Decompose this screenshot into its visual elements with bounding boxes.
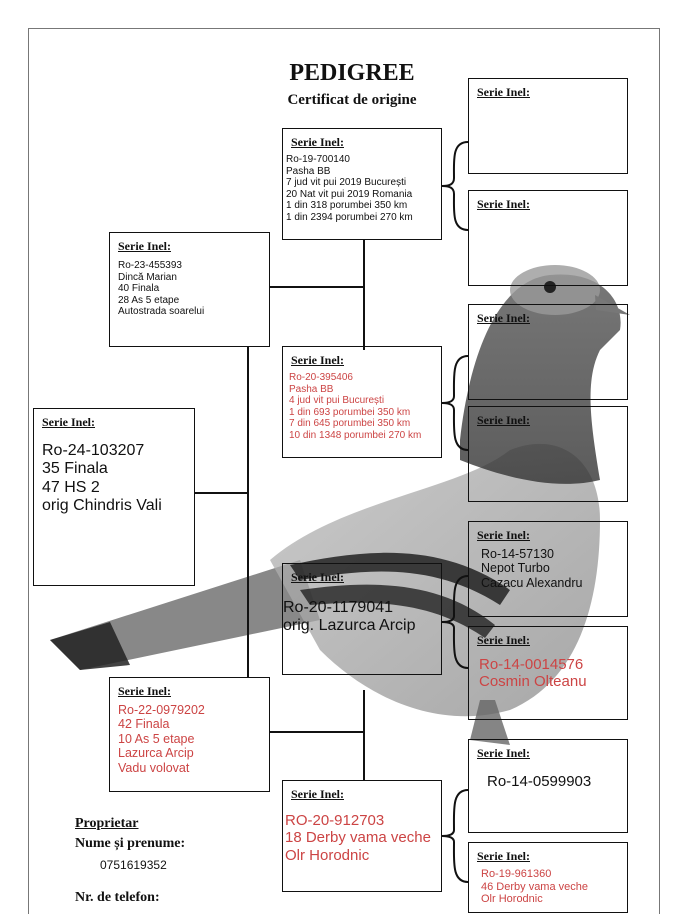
ring-series-label: Serie Inel: [42,415,95,429]
ring-number: Ro-24-103207 [42,442,145,459]
pedigree-box-gp3 [282,563,442,675]
ring-series-label: Serie Inel: [477,197,530,211]
connector-main [194,492,248,494]
owner-name-label: Nume și prenume: [75,836,186,851]
connector-sire [270,286,364,288]
info-line: orig Chindris Vali [42,497,162,515]
info-line: Cosmin Olteanu [479,673,587,691]
ring-series-label: Serie Inel: [291,353,344,367]
info-line: Autostrada soarelui [118,306,205,317]
pedigree-box-gp2 [282,346,442,458]
brace-4 [440,788,470,884]
page-title: PEDIGREE [289,60,415,86]
connector-main-sire-dam [247,346,249,678]
ring-number: Ro-14-57130 [481,547,554,561]
info-line: 20 Nat vit pui 2019 Romania [286,188,413,200]
pedigree-box-ggp5 [468,521,628,617]
ring-series-label: Serie Inel: [477,528,530,542]
pedigree-box-gp1 [282,128,442,240]
info-line: Dincă Marian [118,271,177,283]
ring-number: Ro-19-700140 [286,154,350,165]
ring-series-label: Serie Inel: [477,849,530,863]
ring-series-label: Serie Inel: [291,787,344,801]
info-line: 1 din 693 porumbei 350 km [289,406,411,418]
info-line: 10 As 5 etape [118,731,195,746]
ring-number: Ro-20-395406 [289,372,353,383]
brace-3 [440,574,470,670]
info-line: Lazurca Arcip [118,746,194,761]
page-subtitle: Certificat de origine [287,92,417,108]
ring-series-label: Serie Inel: [477,413,530,427]
owner-phone-value: 0751619352 [100,858,167,872]
pedigree-box-sire [109,232,270,347]
pedigree-box-dam [109,677,270,792]
info-line: 1 din 318 porumbei 350 km [286,200,408,211]
pedigree-box-main [33,408,195,586]
brace-2 [440,354,470,452]
pedigree-box-ggp4 [468,406,628,502]
pedigree-box-ggp8 [468,842,628,913]
ring-number: Ro-23-455393 [118,260,182,271]
info-line: 1 din 2394 porumbei 270 km [286,211,413,223]
info-line: 4 jud vit pui București [289,395,385,406]
info-line: Pasha BB [286,165,331,177]
ring-number: Ro-14-0014576 [479,656,584,673]
pedigree-box-ggp2 [468,190,628,286]
info-line: Olr Horodnic [481,893,543,906]
ring-series-label: Serie Inel: [291,570,344,584]
info-line: 7 din 645 porumbei 350 km [289,418,411,429]
pedigree-box-gp4 [282,780,442,892]
pedigree-box-ggp3 [468,304,628,400]
ring-series-label: Serie Inel: [477,85,530,99]
owner-phone-label: Nr. de telefon: [75,890,160,905]
connector-dam [270,731,364,733]
info-line: 47 HS 2 [42,478,100,496]
info-line: 40 Finala [118,283,160,294]
ring-series-label: Serie Inel: [291,135,344,149]
info-line: 18 Derby vama veche [285,829,431,847]
ring-series-label: Serie Inel: [477,633,530,647]
pedigree-box-ggp6 [468,626,628,720]
ring-series-label: Serie Inel: [477,311,530,325]
info-line: Cazacu Alexandru [481,575,583,590]
ring-number: RO-20-912703 [285,812,385,829]
connector-dam-gp [363,690,365,780]
info-line: orig. Lazurca Arcip [283,617,416,635]
info-line: Pasha BB [289,383,334,395]
ring-number: Ro-19-961360 [481,868,552,880]
info-line: 46 Derby vama veche [481,880,588,893]
connector-sire-gp [363,240,365,350]
info-line: 35 Finala [42,460,108,478]
ring-series-label: Serie Inel: [118,239,171,253]
ring-number: Ro-20-1179041 [283,599,394,616]
pedigree-box-ggp7 [468,739,628,833]
info-line: 42 Finala [118,717,170,732]
info-line: Vadu volovat [118,760,190,775]
ring-number: Ro-14-0599903 [487,773,592,790]
info-line: Olr Horodnic [285,846,370,864]
info-line: 7 jud vit pui 2019 București [286,177,407,188]
ring-series-label: Serie Inel: [118,684,171,698]
info-line: 10 din 1348 porumbei 270 km [289,429,422,441]
brace-1 [440,140,470,232]
pedigree-box-ggp1 [468,78,628,174]
info-line: 28 As 5 etape [118,294,180,306]
info-line: Nepot Turbo [481,561,550,576]
ring-series-label: Serie Inel: [477,746,530,760]
owner-heading: Proprietar [75,816,139,831]
ring-number: Ro-22-0979202 [118,703,205,717]
